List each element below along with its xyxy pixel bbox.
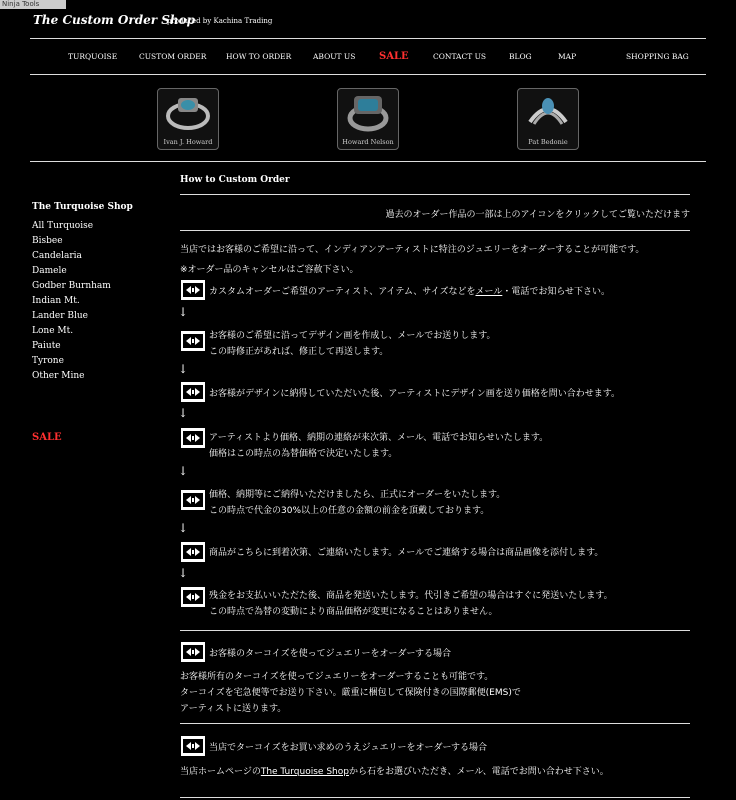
section-icon — [181, 736, 205, 756]
divider — [30, 161, 706, 162]
down-arrow-icon: ↓ — [178, 362, 189, 376]
step-icon — [181, 490, 205, 510]
step-icon — [181, 382, 205, 402]
divider — [30, 74, 706, 75]
nav-blog[interactable]: BLOG — [509, 52, 532, 61]
page-title: How to Custom Order — [180, 175, 290, 185]
step-7-subtext: この時点で為替の変動により商品価格が変更になることはありません。 — [209, 607, 498, 617]
step-6-text: 商品がこちらに到着次第、ご連絡いたします。メールでご連絡する場合は商品画像を添付します。 — [209, 548, 604, 558]
sidebar-item-other-mine[interactable]: Other Mine — [32, 371, 85, 381]
artist-thumb-pat-bedonie[interactable] — [517, 88, 579, 150]
divider — [180, 797, 690, 798]
artist-name: Pat Bedonie — [528, 138, 568, 146]
nav-shopping-bag[interactable]: SHOPPING BAG — [626, 52, 689, 61]
step-2-text: お客様のご希望に沿ってデザイン画を作成し、メールでお送りします。 — [209, 331, 496, 341]
nav-map[interactable]: MAP — [558, 52, 577, 61]
sidebar-item-paiute[interactable]: Paiute — [32, 341, 61, 351]
step-icon — [181, 280, 205, 300]
nav-turquoise[interactable]: TURQUOISE — [68, 52, 118, 61]
step-icon — [181, 331, 205, 351]
sidebar-item-all-turquoise[interactable]: All Turquoise — [32, 221, 94, 231]
sidebar-item-indian-mt[interactable]: Indian Mt. — [32, 296, 80, 306]
step-2-subtext: この時修正があれば、修正して再送します。 — [209, 347, 389, 357]
section-shop-turquoise-title: 当店でターコイズをお買い求めのうえジュエリーをオーダーする場合 — [209, 743, 488, 753]
step-icon — [181, 542, 205, 562]
section-own-turquoise-line2: ターコイズを宅急便等でお送り下さい。厳重に梱包して保険付きの国際郵便(EMS)で — [180, 688, 521, 698]
section-shop-turquoise-text: 当店ホームページのThe Turquoise Shopから石をお選びいただき、メール、電話でお問い合わせ下さい。 — [180, 767, 609, 777]
mail-link[interactable]: メール — [475, 287, 503, 297]
section-own-turquoise-line1: お客様所有のターコイズを使ってジュエリーをオーダーすることも可能です。 — [180, 672, 494, 682]
step-5-subtext: この時点で代金の30%以上の任意の金額の前金を頂戴しております。 — [209, 506, 490, 516]
sidebar-heading[interactable]: The Turquoise Shop — [32, 202, 133, 212]
section-own-turquoise-title: お客様のターコイズを使ってジュエリーをオーダーする場合 — [209, 649, 452, 659]
sidebar-item-tyrone[interactable]: Tyrone — [32, 356, 64, 366]
ring-icon — [164, 92, 212, 132]
step-1-text: カスタムオーダーご希望のアーティスト、アイテム、サイズなどをメール・電話でお知らせ下さい。 — [209, 287, 611, 297]
step-3-text: お客様がデザインに納得していただいた後、アーティストにデザイン画を送り価格を問い合わせます。 — [209, 389, 621, 399]
down-arrow-icon: ↓ — [178, 305, 189, 319]
nav-how-to-order[interactable]: HOW TO ORDER — [226, 52, 292, 61]
artist-thumb-ivan-howard[interactable] — [157, 88, 219, 150]
down-arrow-icon: ↓ — [178, 521, 189, 535]
nav-contact-us[interactable]: CONTACT US — [433, 52, 487, 61]
sidebar-item-lander-blue[interactable]: Lander Blue — [32, 311, 89, 321]
cancel-note: ※オーダー品のキャンセルはご容赦下さい。 — [180, 265, 359, 275]
nav-about-us[interactable]: ABOUT US — [313, 52, 356, 61]
produced-by: produced by Kachina Trading — [167, 17, 273, 25]
down-arrow-icon: ↓ — [178, 566, 189, 580]
ring-icon — [344, 92, 392, 132]
nav-custom-order[interactable]: CUSTOM ORDER — [139, 52, 207, 61]
down-arrow-icon: ↓ — [178, 464, 189, 478]
intro-text: 当店ではお客様のご希望に沿って、インディアンアーティストに特注のジュエリーをオーダーすることが可能です。 — [180, 245, 645, 255]
step-7-text: 残金をお支払いいただた後、商品を発送いたします。代引きご希望の場合はすぐに発送いたします。 — [209, 591, 613, 601]
down-arrow-icon: ↓ — [178, 406, 189, 420]
sidebar-item-damele[interactable]: Damele — [32, 266, 67, 276]
artist-thumb-howard-nelson[interactable] — [337, 88, 399, 150]
turquoise-shop-link[interactable]: The Turquoise Shop — [260, 767, 349, 777]
artist-name: Howard Nelson — [342, 138, 394, 146]
step-4-text: アーティストより価格、納期の連絡が来次第、メール、電話でお知らせいたします。 — [209, 433, 549, 443]
sidebar-item-lone-mt[interactable]: Lone Mt. — [32, 326, 74, 336]
divider — [30, 38, 706, 39]
ring-icon — [524, 92, 572, 132]
divider — [180, 630, 690, 631]
divider — [180, 230, 690, 231]
step-5-text: 価格、納期等にご納得いただけましたら、正式にオーダーをいたします。 — [209, 490, 506, 500]
artist-name: Ivan J. Howard — [163, 138, 213, 146]
step-icon — [181, 428, 205, 448]
divider — [180, 194, 690, 195]
section-own-turquoise-line3: アーティストに送ります。 — [180, 704, 287, 714]
sidebar-item-godber-burnham[interactable]: Godber Burnham — [32, 281, 111, 291]
archive-note: 過去のオーダー作品の一部は上のアイコンをクリックしてご覧いただけます — [385, 210, 690, 220]
sidebar-item-bisbee[interactable]: Bisbee — [32, 236, 63, 246]
nav-sale[interactable]: SALE — [379, 51, 409, 62]
step-4-subtext: 価格はこの時点の為替価格で決定いたします。 — [209, 449, 398, 459]
sidebar-sale[interactable]: SALE — [32, 432, 62, 443]
step-icon — [181, 587, 205, 607]
divider — [180, 723, 690, 724]
sidebar-item-candelaria[interactable]: Candelaria — [32, 251, 82, 261]
ninja-tools-bar[interactable]: Ninja Tools — [0, 0, 66, 9]
section-icon — [181, 642, 205, 662]
site-title[interactable]: The Custom Order Shop — [33, 13, 196, 27]
